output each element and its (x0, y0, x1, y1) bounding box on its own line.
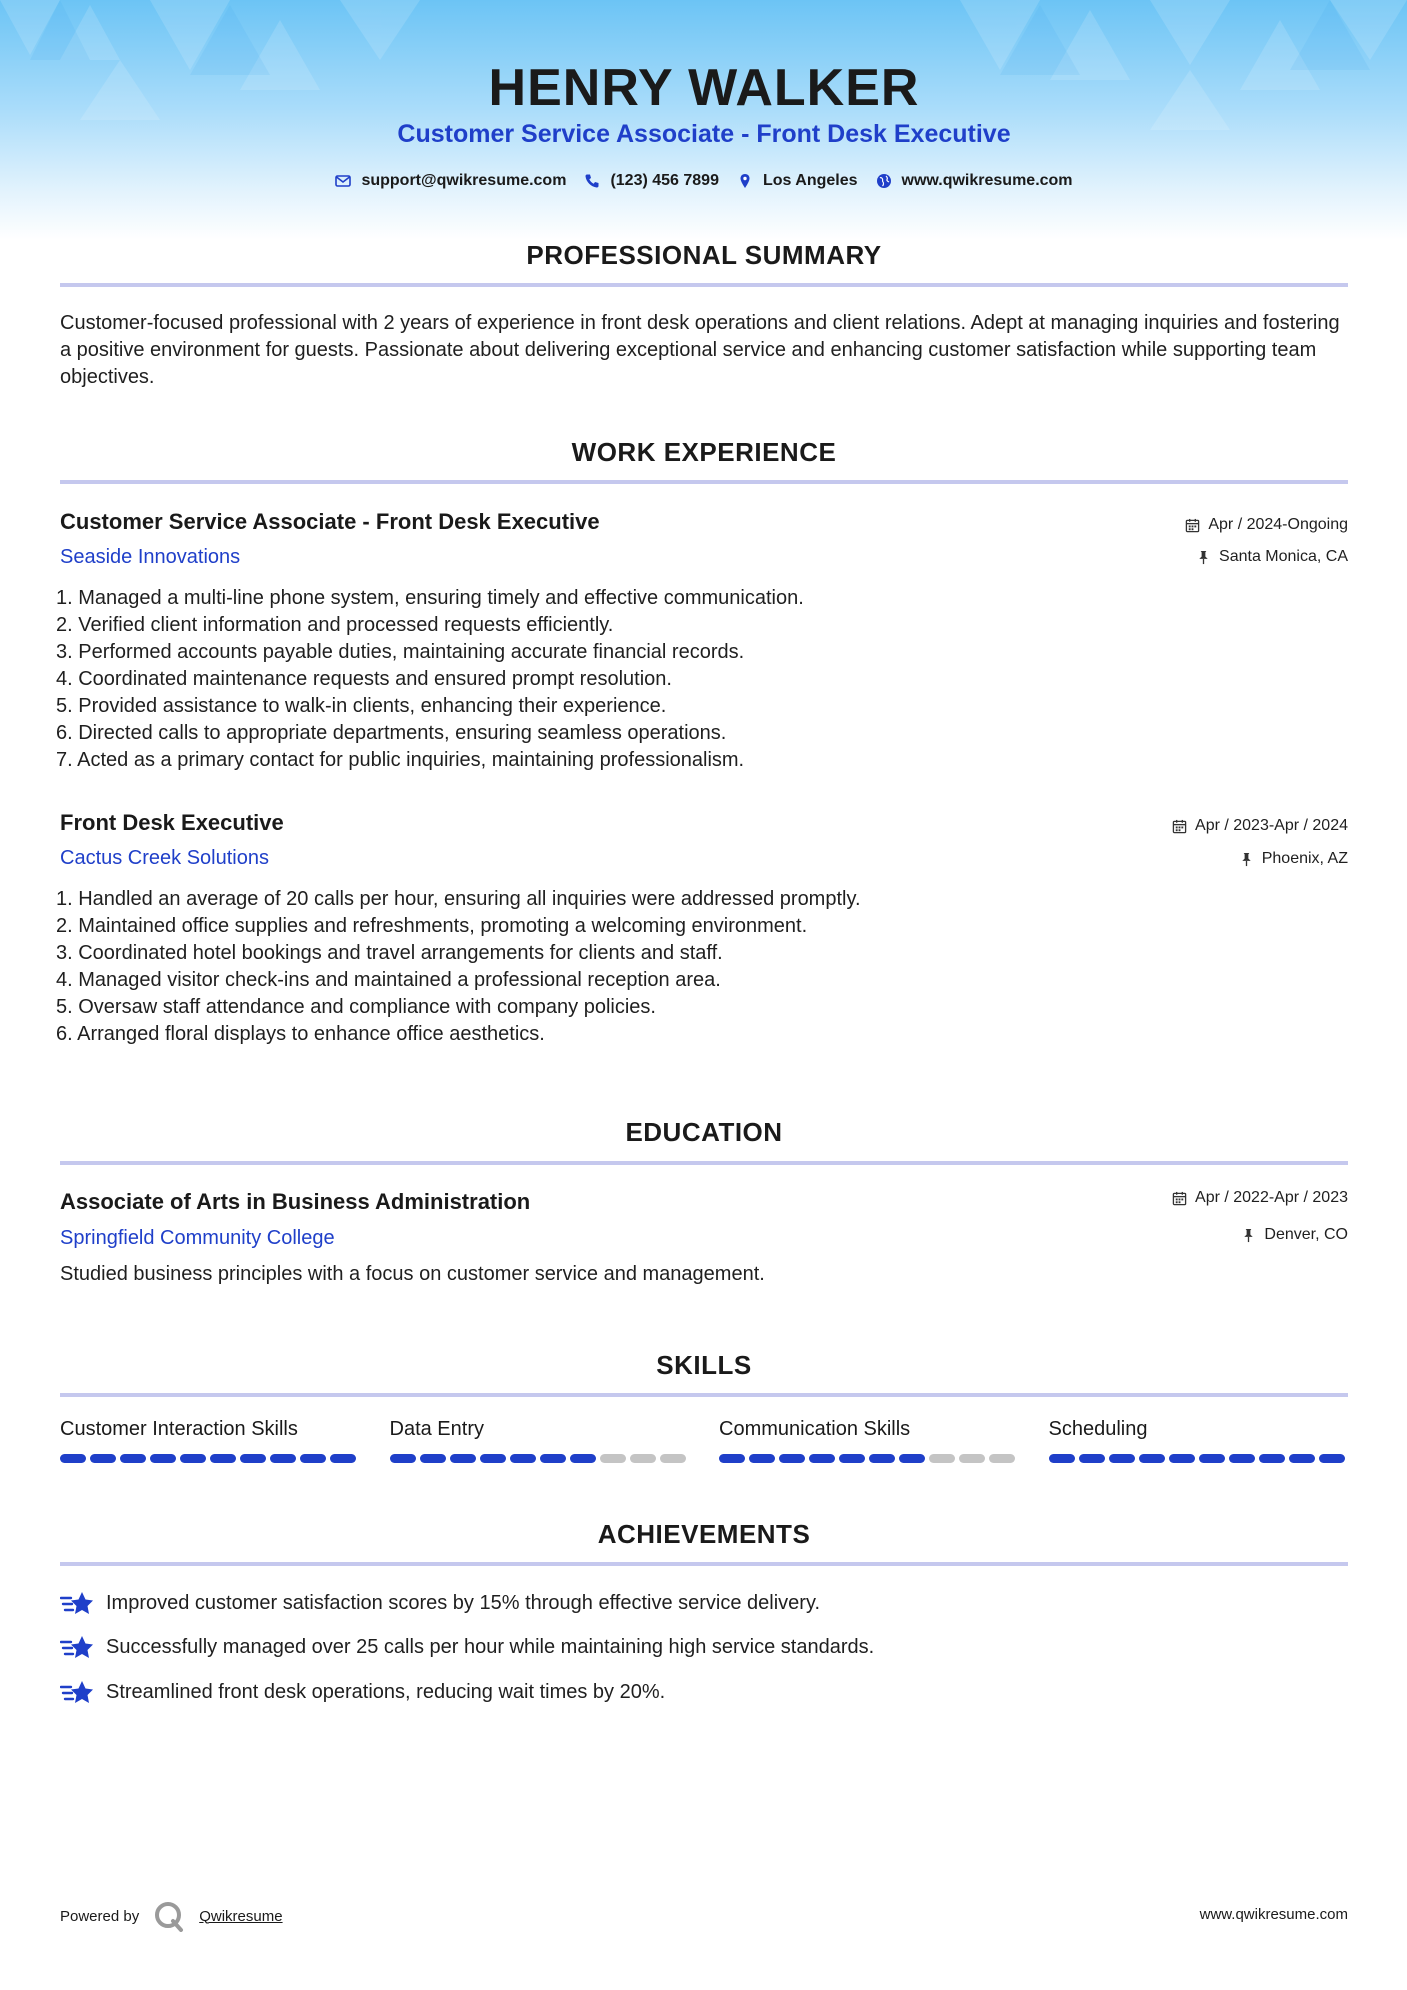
job-title: Front Desk Executive (60, 810, 284, 835)
job-bullets (56, 585, 1256, 774)
skill-level-segment (719, 1454, 745, 1463)
job-location-text: Santa Monica, CA (1219, 548, 1348, 565)
job-location (1196, 548, 1348, 566)
skill-level-segment (839, 1454, 865, 1463)
job-location-text: Phoenix, AZ (1261, 850, 1348, 867)
list-item: 4. Coordinated maintenance requests and ensured prompt resolution. (56, 668, 672, 690)
education-dates (1172, 1189, 1348, 1207)
skills-heading: SKILLS (656, 1350, 752, 1380)
skill-level-segment (240, 1454, 266, 1463)
skill-level-segment (869, 1454, 895, 1463)
experience-rule (60, 480, 1348, 484)
list-item: 7. Acted as a primary contact for public inquiries, maintaining professionalism. (56, 749, 745, 771)
skill-level-segment (959, 1454, 985, 1463)
contact-website-text: www.qwikresume.com (901, 172, 1073, 189)
achievement-item (60, 1678, 1348, 1706)
list-item: 3. Coordinated hotel bookings and travel arrangements for clients and staff. (56, 942, 723, 964)
envelope-icon (335, 173, 351, 189)
skill-item (60, 1418, 360, 1463)
degree-title: Associate of Arts in Business Administration (60, 1189, 531, 1214)
skill-level-segment (1079, 1454, 1105, 1463)
skill-label: Data Entry (389, 1418, 484, 1440)
contact-phone[interactable] (584, 172, 719, 190)
skill-level-segment (1229, 1454, 1255, 1463)
calendar-icon (1185, 518, 1200, 533)
skill-level-segment (210, 1454, 236, 1463)
job-dates-text: Apr / 2023-Apr / 2024 (1195, 817, 1348, 834)
skill-level-segment (929, 1454, 955, 1463)
skill-level-segment (1139, 1454, 1165, 1463)
school-name: Springfield Community College (60, 1227, 335, 1249)
skill-level-segment (330, 1454, 356, 1463)
summary-rule (60, 283, 1348, 287)
list-item: 2. Maintained office supplies and refreshments, promoting a welcoming environment. (56, 915, 808, 937)
skill-level-segment (1049, 1454, 1075, 1463)
list-item: 3. Performed accounts payable duties, maintaining accurate financial records. (56, 641, 745, 663)
skill-level-segment (809, 1454, 835, 1463)
list-item: 1. Managed a multi-line phone system, ensuring timely and effective communication. (56, 587, 804, 609)
skill-level-segment (150, 1454, 176, 1463)
skill-level-segment (630, 1454, 656, 1463)
contact-email[interactable] (335, 172, 566, 190)
list-item: 4. Managed visitor check-ins and maintained a professional reception area. (56, 969, 721, 991)
job-company: Seaside Innovations (60, 546, 241, 568)
skill-level-segment (420, 1454, 446, 1463)
achievement-item (60, 1589, 1348, 1617)
achievement-text: Improved customer satisfaction scores by 15% through effective service delivery. (106, 1591, 821, 1614)
calendar-icon (1172, 1191, 1187, 1206)
skill-label: Customer Interaction Skills (60, 1418, 298, 1440)
globe-icon (876, 173, 892, 189)
pushpin-icon (1239, 852, 1254, 867)
contact-website[interactable] (876, 172, 1073, 190)
list-item: 1. Handled an average of 20 calls per hour, ensuring all inquiries were addressed promptly. (56, 888, 861, 910)
skill-level-segment (1319, 1454, 1345, 1463)
achievements-heading: ACHIEVEMENTS (597, 1519, 811, 1549)
skill-item (1049, 1418, 1349, 1463)
candidate-name: HENRY WALKER (488, 59, 920, 117)
skill-label: Communication Skills (719, 1418, 911, 1440)
skill-level-segment (390, 1454, 416, 1463)
education-heading: EDUCATION (625, 1117, 783, 1147)
skill-level-segment (600, 1454, 626, 1463)
education-dates-text: Apr / 2022-Apr / 2023 (1195, 1189, 1348, 1206)
skill-level-segment (450, 1454, 476, 1463)
skill-level-segment (779, 1454, 805, 1463)
skill-level-bar (719, 1454, 1019, 1463)
skill-level-segment (989, 1454, 1015, 1463)
calendar-icon (1172, 819, 1187, 834)
skill-level-segment (1169, 1454, 1195, 1463)
footer-website[interactable]: www.qwikresume.com (1199, 1906, 1348, 1923)
job-bullets (56, 886, 1256, 1048)
list-item: 6. Directed calls to appropriate departments, ensuring seamless operations. (56, 722, 727, 744)
skill-level-segment (300, 1454, 326, 1463)
skill-level-segment (510, 1454, 536, 1463)
skill-level-segment (60, 1454, 86, 1463)
education-location (1241, 1226, 1348, 1244)
skill-level-segment (749, 1454, 775, 1463)
contact-phone-text: (123) 456 7899 (610, 172, 719, 189)
star-icon (60, 1589, 94, 1617)
star-icon (60, 1633, 94, 1661)
job-title: Customer Service Associate - Front Desk Executive (60, 509, 600, 534)
map-pin-icon (737, 173, 753, 189)
skill-label: Scheduling (1048, 1418, 1148, 1440)
skill-level-segment (899, 1454, 925, 1463)
job-location (1239, 850, 1348, 868)
job-company: Cactus Creek Solutions (60, 847, 269, 869)
qwikresume-logo-icon (153, 1900, 185, 1932)
education-location-text: Denver, CO (1264, 1226, 1348, 1243)
contact-location (737, 172, 858, 190)
contact-email-text: support@qwikresume.com (361, 172, 567, 189)
list-item: 5. Oversaw staff attendance and compliance with company policies. (56, 996, 656, 1018)
skill-level-segment (270, 1454, 296, 1463)
contact-location-text: Los Angeles (762, 172, 858, 189)
skill-level-bar (60, 1454, 360, 1463)
skill-item (390, 1418, 690, 1463)
achievement-text: Streamlined front desk operations, reducing wait times by 20%. (106, 1680, 666, 1703)
job-dates (1172, 817, 1348, 835)
achievement-text: Successfully managed over 25 calls per hour while maintaining high service standards. (106, 1635, 875, 1658)
phone-icon (584, 173, 600, 189)
powered-by-label: Powered by (60, 1907, 140, 1925)
skill-level-segment (480, 1454, 506, 1463)
skill-level-segment (120, 1454, 146, 1463)
list-item: 6. Arranged floral displays to enhance office aesthetics. (56, 1023, 545, 1045)
job-dates (1185, 516, 1348, 534)
skills-rule (60, 1393, 1348, 1397)
pushpin-icon (1196, 550, 1211, 565)
star-icon (60, 1678, 94, 1706)
skill-level-segment (180, 1454, 206, 1463)
skill-level-segment (90, 1454, 116, 1463)
skill-level-segment (1109, 1454, 1135, 1463)
skill-level-segment (660, 1454, 686, 1463)
skill-item (719, 1418, 1019, 1463)
summary-text: Customer-focused professional with 2 years of experience in front desk operations and client relations. Adept at managing inquiries and fostering a positive environment for guests. Passionate about delivering exceptional service and enhancing customer satisfaction while supporting team objectives. (60, 312, 1340, 388)
list-item: 5. Provided assistance to walk-in clients, enhancing their experience. (56, 695, 667, 717)
skill-level-segment (540, 1454, 566, 1463)
achievements-rule (60, 1562, 1348, 1566)
skill-level-segment (570, 1454, 596, 1463)
achievement-item (60, 1633, 1348, 1661)
skill-level-segment (1289, 1454, 1315, 1463)
qwikresume-link[interactable]: Qwikresume (199, 1907, 283, 1925)
summary-heading: PROFESSIONAL SUMMARY (526, 240, 882, 270)
education-rule (60, 1161, 1348, 1165)
skill-level-segment (1259, 1454, 1285, 1463)
skills-list (60, 1418, 1348, 1463)
job-dates-text: Apr / 2024-Ongoing (1208, 516, 1348, 533)
skill-level-bar (1049, 1454, 1349, 1463)
skill-level-segment (1199, 1454, 1225, 1463)
contact-bar (60, 172, 1348, 190)
candidate-title: Customer Service Associate - Front Desk Executive (397, 120, 1011, 148)
experience-heading: WORK EXPERIENCE (571, 437, 837, 467)
pushpin-icon (1241, 1228, 1256, 1243)
education-description: Studied business principles with a focus on customer service and management. (60, 1263, 765, 1285)
list-item: 2. Verified client information and processed requests efficiently. (56, 614, 614, 636)
skill-level-bar (390, 1454, 690, 1463)
footer-powered-by (60, 1900, 283, 1932)
